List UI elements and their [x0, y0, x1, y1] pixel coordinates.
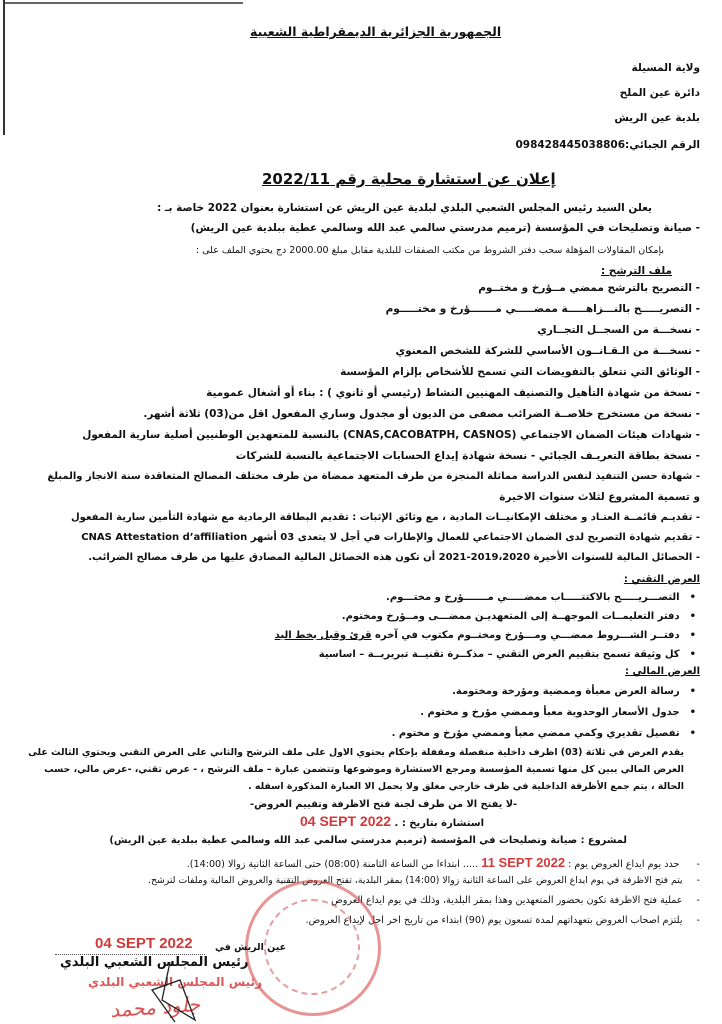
signature-date-stamp [95, 933, 193, 952]
handwritten-note-requirement: قرئ وقبل بخط اليد [274, 630, 372, 641]
signature-place: عين الريش في [215, 942, 287, 953]
candidacy-item: - نسخـــة من السجــل التجــاري [537, 324, 700, 336]
project-line: لمشروع : صيانة وتصليحات في المؤسسة (ترميم مدرستي سالمي عبد الله وسالمي عطية ببلدية عين الريش) [109, 835, 627, 846]
technical-item: • دفتر التعليمــات الموجهــة إلى المتعهديـن ممضـــى ومــؤرخ ومختوم. [342, 611, 696, 622]
candidacy-item: - شهادات هيئات الضمان الاجتماعي (CNAS,CACOBATPH, CASNOS) بالنسبة للمتعهدين الوطنيين أصلية سارية المفعول [82, 429, 700, 441]
wilaya: ولاية المسيلة [631, 62, 700, 74]
financial-item: • رسالة العرض معبأة وممضية ومؤرخة ومختومة. [452, 686, 696, 697]
rule-item: - يتم فتح الاظرفة في يوم ايداع العروض على الساعة الثانية زوالا (14:00) بمقر البلدية، تفتح العروض التقنية والعروض المالية وملفات لترشح. [148, 875, 700, 886]
candidacy-heading: ملف الترشح : [600, 265, 672, 277]
technical-item-text: دفتــر الشـــروط ممضـــي ومـــؤرخ ومختــوم مكتوب في آخره [374, 630, 680, 641]
candidacy-item: و تسمية المشروع لثلاث سنوات الاخيرة [499, 491, 700, 503]
signature-title: رئيس المجلس الشعبي البلدي [60, 955, 249, 970]
technical-item: • التصـــريـــــح بالاكتتـــــاب ممضـــــي مـــــــؤرخ و مختـــوم. [386, 592, 696, 603]
technical-heading: العرض التقني : [623, 574, 700, 585]
consultation-date [300, 813, 484, 829]
deposit-suffix: ..... ابتداءا من الساعة الثامنة (08:00) حتى الساعة الثانية زوالا (14:00). [186, 859, 479, 870]
technical-item [275, 630, 696, 641]
candidacy-item: - نسخة بطاقة التعريـف الجبائي - نسخة شهادة إيداع الحسابات الاجتماعية بالنسبة للشركات [235, 450, 700, 462]
candidacy-item: - تقديـم قائمــة العتـاد و مختلف الإمكانيــات المادية ، مع وثائق الإثبات : تقديم البطاقة الرمادية مع شهادة التأمين سارية المفعول [71, 512, 700, 523]
candidacy-item: - الحصائل المالية للسنوات الأخيرة 2019،2020-2021 أن تكون هذه الحصائل المالية المصادق عليها من طرف مصالح الضرائب. [88, 552, 700, 563]
candidacy-item: - نسخة من شهادة التأهيل والتصنيف المهنيين النشاط (رئيسي أو ثانوي ) : بناء أو أشغال عمومية [206, 387, 700, 399]
candidacy-item: - التصريح بالترشح ممضي مــؤرخ و مختــوم [478, 282, 700, 294]
deposit-prefix: حدد يوم ايداع العروض يوم : [568, 859, 680, 870]
red-title-stamp: رئيس المجلس الشعبي البلدي [88, 975, 262, 989]
financial-heading: العرض المالي : [625, 666, 700, 677]
republic-header: الجمهورية الجزائرية الديمقراطية الشعبية [250, 24, 502, 39]
daira: دائرة عين الملح [619, 87, 700, 99]
date-stamp: 04 SEPT 2022 [300, 813, 392, 829]
candidacy-item: - التصريـــــح بالنـــزاهـــــة ممضـــــي مـــــــؤرخ و مختـــــوم [385, 303, 700, 315]
scan-border-left [3, 0, 5, 135]
signature-date: 04 SEPT 2022 [95, 935, 193, 952]
scan-border-top [3, 2, 243, 4]
rule-item [187, 855, 700, 870]
announcement-title: إعلان عن استشارة محلية رقم 2022/11 [262, 170, 556, 188]
financial-item: • جدول الأسعار الوحدوية معبأ وممضي مؤرخ و مختوم . [420, 707, 696, 718]
rule-item: - عملية فتح الاظرفة تكون بحضور المتعهدين وهذا بمقر البلدية، وذلك في يوم ايداع العروض [331, 895, 700, 906]
candidacy-item: - نسخة من مستخرج خلاصــة الضرائب مصفى من الديون أو مجدول وساري المفعول اقل من(03) ثلاثة أشهر. [143, 408, 700, 420]
withdraw-note: بإمكان المقاولات المؤهلة سحب دفتر الشروط من مكتب الصفقات للبلدية مقابل مبلغ 2000.00 دج يحتوي الملف على : [195, 245, 664, 256]
financial-item: • تفصيل تقديري وكمي ممضي معبأ وممضي مؤرخ و مختوم . [392, 728, 696, 739]
rule-item: - يلتزم اصحاب العروض بتعهداتهم لمدة تسعون يوم (90) ابتداء من تاريخ اخر اجل لإيداع العروض. [306, 915, 700, 926]
tax-id: الرقم الجبائي:098428445038806 [515, 139, 700, 151]
candidacy-item: - نسخـــة من الـقـانــون الأساسي للشركة للشخص المعنوي [395, 345, 700, 357]
envelopes-line: يقدم العرض في ثلاثة (03) اظرف داخلية منفصلة ومقفلة بإحكام يحتوي الاول على ملف الترشح والثاني على العرض التقني ويحتوي الثالث على [28, 747, 684, 758]
signature-scribble [140, 960, 210, 1024]
commune: بلدية عين الريش [614, 112, 700, 124]
intro: يعلن السيد رئيس المجلس الشعبي البلدي لبلدية عين الريش عن استشارة بعنوان 2022 خاصة بـ : [157, 202, 652, 214]
candidacy-item: - شهادة حسن التنفيذ لنفس الدراسة مماثلة المنجزة من طرف المتعهد ممضاة من طرف مختلف المصالح المتعاقدة سنة الانجاز والمبلغ [47, 471, 700, 482]
consultation-date-label: استشارة بتاريخ : . [394, 818, 485, 829]
candidacy-item: - الوثائق التي تتعلق بالتفويضات التي تسمح للأشخاص بإلزام المؤسسة [340, 366, 700, 378]
no-open-note: -لا يفتح الا من طرف لجنة فتح الاظرفة وتقييم العروض- [250, 799, 518, 810]
technical-item: • كل وثيقة تسمح بتقييم العرض التقني – مذكــرة تقنيــة تبريريــة – اساسية [319, 649, 696, 660]
deposit-date-stamp: 11 SEPT 2022 [481, 855, 566, 870]
candidacy-item: - تقديم شهادة التصريح لدى الضمان الاجتماعي للعمال والإطارات في أجل لا يتعدى 03 أشهر CNAS Attestation d’affiliation [81, 532, 700, 543]
handwritten-signature: جلود محمد [109, 991, 201, 1023]
envelopes-line: العرض المالي يبين كل منها تسمية المؤسسة ومرجع الاستشارة وموضوعها وتتضمن عبارة – ملف الترشح ، - عرض تقني، -عرض مالي، حسب [44, 764, 684, 775]
envelopes-line: الحالة ، يتم جمع الأظرفة الداخلية في ظرف خارجي مغلق ولا يحمل الا العبارة المذكورة اسفله . [248, 781, 684, 792]
project: - صيانة وتصليحات في المؤسسة (ترميم مدرستي سالمي عبد الله وسالمي عطية ببلدية عين الريش) [190, 222, 700, 234]
